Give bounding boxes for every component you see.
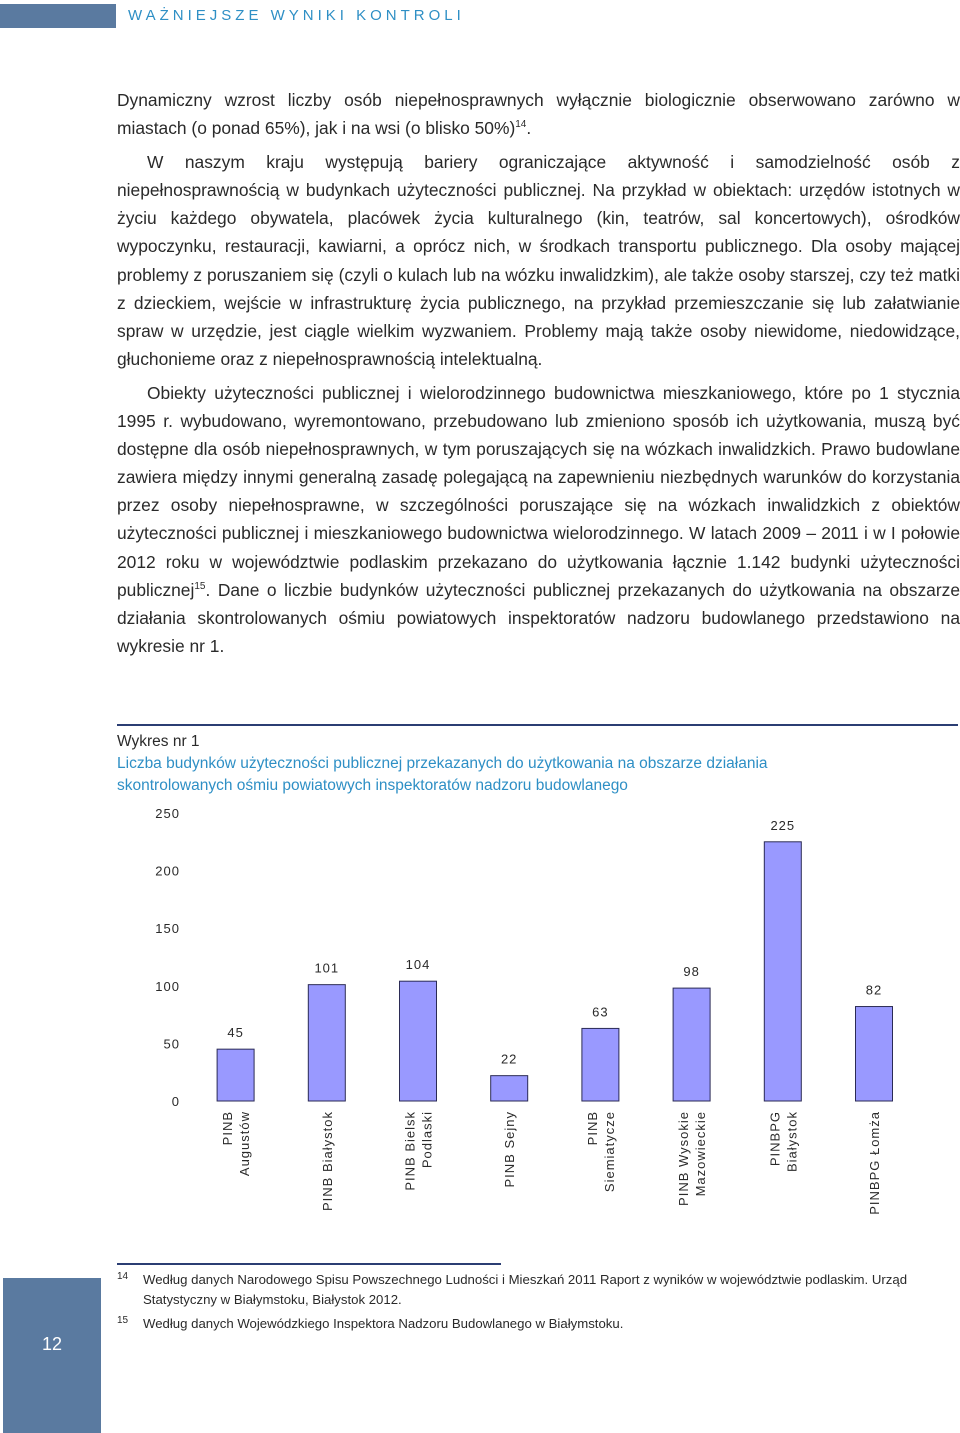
x-tick-label-line: Podlaski [419,1111,435,1169]
paragraph-3-end: . Dane o liczbie budynków użyteczności publicznej przekazanych do użytkowania na obszarze działania skontrolowanych ośmiu powiatowych inspektoratów nadzoru budowlanego przedstawiono na wykresie nr 1. [117,579,960,656]
x-tick-label [585,1111,617,1192]
data-label: 45 [227,1025,244,1041]
bar [582,1028,619,1101]
footnote-15 [117,1314,960,1334]
data-label: 22 [500,1051,518,1067]
y-tick-label: 250 [155,806,180,821]
chart-top-rule [117,724,958,726]
x-tick-label-line: PINB [220,1111,236,1146]
y-tick-label: 200 [155,863,180,879]
footnote-number: 15 [117,1315,129,1326]
bar [491,1076,528,1101]
x-tick-label-line: PINBPG Łomża [867,1111,882,1215]
paragraph-3-text: Obiekty użyteczności publicznej i wielorodzinnego budownictwa mieszkaniowego, które po 1 stycznia 1995 r. wybudowano, wyremontowano, przebudowano lub zmieniono sposób ich użytkowania, muszą być dostępne dla osób niepełnosprawnych, w tym poruszających się na wózkach inwalidzkich. Prawo budowlane zawiera między innymi generalną zasadę polegającą na zapewnieniu niezbędnych warunków do korzystania przez osoby niepełnosprawne, w szczególności poruszające się na wózkach inwalidzkich z obiektów użyteczności publicznej i mieszkaniowego budownictwa wielorodzinnego. W latach 2009 – 2011 i w I połowie 2012 roku w województwie podlaskim przekazano do użytkowania łącznie 1.142 budynki użyteczności publicznej [117,382,960,600]
data-label: 104 [405,957,431,973]
x-tick-label-line: PINB Białystok [319,1111,335,1211]
data-label: 82 [865,982,883,998]
x-tick-label [767,1111,799,1172]
chart-title: Liczba budynków użyteczności publicznej przekazanych do użytkowania na obszarze działania skontrolowanych ośmiu powiatowych inspektoratów nadzoru budowlanego [117,755,768,794]
bar [856,1007,893,1101]
bar [308,985,345,1101]
x-tick-label [403,1111,435,1191]
x-tick-label [502,1111,517,1187]
section-title: WAŻNIEJSZE WYNIKI KONTROLI [128,7,465,24]
bar [673,988,710,1101]
x-tick-label-line: PINBPG [767,1111,783,1167]
header-accent-bar [0,4,116,28]
footnotes [117,1270,960,1338]
x-tick-label [867,1111,882,1215]
bar-chart [120,800,900,1230]
footnote-rule [117,1263,501,1265]
paragraph-3 [117,379,960,660]
y-tick-label: 50 [163,1036,180,1052]
y-tick-label: 0 [171,1094,180,1109]
y-tick-label: 150 [155,921,180,937]
x-tick-label [676,1111,708,1206]
footnote-text: Według danych Narodowego Spisu Powszechnego Ludności i Mieszkań 2011 Raport z wyników w województwie podlaskim. Urząd Statystyczny w Białymstoku, Białystok 2012. [143,1272,908,1307]
x-tick-label-line: PINB [584,1111,600,1146]
footnote-ref-15[interactable]: 15 [194,580,206,592]
footnote-ref-14[interactable]: 14 [515,119,527,131]
data-label: 225 [770,817,796,833]
footnote-number: 14 [117,1271,129,1282]
bar [400,981,437,1101]
paragraph-2: W naszym kraju występują bariery ograniczające aktywność i samodzielność osób z niepełnosprawnością w budynkach użyteczności publicznej. Na przykład w obiektach: urzędów istotnych w życiu każdego obywatela, placówek życia kulturalnego (kin, teatrów, sal koncertowych), ośrodków wypoczynku, restauracji, kawiarni, a oprócz nich, w środkach transportu publicznego. Dla osoby mającej problemy z poruszaniem się (czyli o kulach lub na wózku inwalidzkim), ale także osoby starszej, czy też matki z dzieckiem, wejście w infrastrukturę życia publicznego, na przykład przemieszczanie się lub załatwianie spraw w urzędzie, jest ciągle wielkim wyzwaniem. Problemy mają także osoby niewidome, niedowidzące, głuchonieme oraz z niepełnosprawnością intelektualną. [117,152,960,369]
footnote-text: Według danych Wojewódzkiego Inspektora Nadzoru Budowlanego w Białymstoku. [143,1316,624,1331]
paragraph-1 [117,86,960,142]
bar [217,1049,254,1101]
x-tick-label-line: PINB Sejny [502,1111,518,1188]
paragraph-1-end: . [526,118,532,139]
bar [764,842,801,1101]
data-label: 101 [314,960,340,976]
chart-number-label: Wykres nr 1 [117,733,200,750]
page-number: 12 [41,1334,63,1354]
x-tick-label-line: Siemiatycze [601,1111,617,1193]
y-tick-label: 100 [155,978,180,994]
paragraph-1-text: Dynamiczny wzrost liczby osób niepełnosprawnych wyłącznie biologicznie obserwowano zarówno w miastach (o ponad 65%), jak i na wsi (o blisko 50%) [117,90,960,139]
body-text [117,86,960,660]
x-tick-label-line: Mazowieckie [693,1111,709,1197]
footnote-14 [117,1270,960,1310]
x-tick-label-line: PINB Wysokie [676,1111,692,1206]
x-tick-label-line: PINB Bielsk [402,1111,418,1191]
page-number-box [3,1278,101,1433]
x-tick-label-line: Białystok [784,1111,800,1173]
x-tick-label [220,1111,252,1176]
data-label: 63 [592,1004,609,1020]
x-tick-label [320,1111,335,1211]
x-tick-label-line: Augustów [237,1111,253,1177]
data-label: 98 [683,964,700,980]
